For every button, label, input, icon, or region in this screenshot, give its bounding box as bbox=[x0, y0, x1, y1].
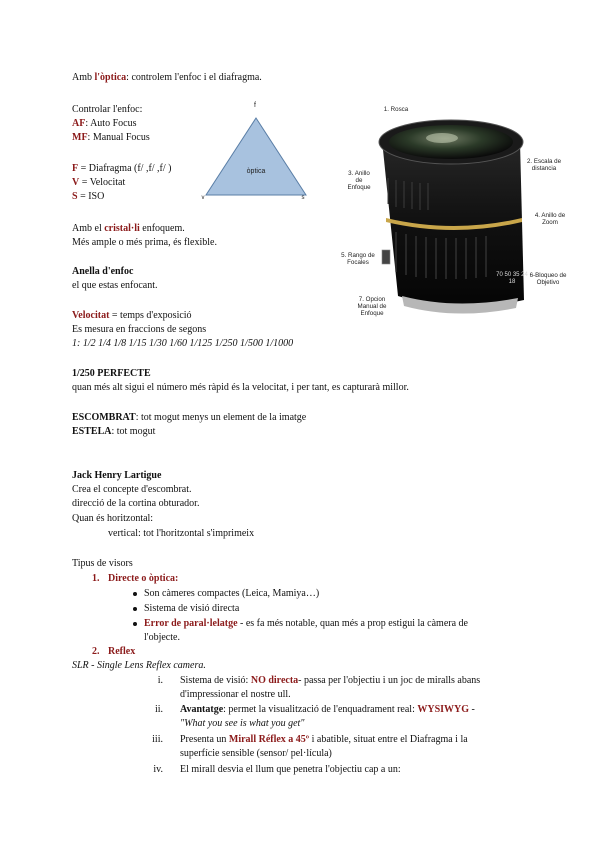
s-key: S bbox=[72, 191, 78, 202]
reflex-item-1-cont: d'impressionar el nostre ull. bbox=[180, 689, 291, 700]
item2-number: 2. bbox=[92, 646, 100, 657]
intro-line bbox=[72, 72, 262, 84]
item1-label: Directe o òptica: bbox=[108, 573, 179, 584]
item1-number: 1. bbox=[92, 573, 100, 584]
visors-title: Tipus de visors bbox=[72, 558, 133, 569]
bullet-dot bbox=[133, 607, 137, 611]
r2-dash: - bbox=[469, 704, 475, 715]
lartigue-l1: Crea el concepte d'escombrat. bbox=[72, 484, 192, 495]
s-val: = ISO bbox=[77, 191, 105, 202]
mf-val: : Manual Focus bbox=[87, 132, 150, 143]
escombrat-val: : tot mogut menys un element de la imatge bbox=[135, 412, 307, 423]
avantatge-term: Avantatge bbox=[180, 704, 224, 715]
af-key: AF bbox=[72, 118, 86, 129]
optica-term: l'òptica bbox=[94, 72, 127, 83]
reflex-item-3 bbox=[180, 734, 468, 746]
item2-label: Reflex bbox=[108, 646, 136, 657]
lens-diagram bbox=[336, 100, 586, 330]
roman-1: i. bbox=[157, 675, 163, 686]
cristall-line bbox=[72, 223, 185, 235]
estela-line bbox=[72, 426, 155, 438]
r3-post: i abatible, situat entre el Diafragma i la bbox=[309, 734, 468, 745]
cristall-post: enfoquem. bbox=[139, 223, 185, 234]
lens-label-4: 4. Anillo de Zoom bbox=[534, 212, 566, 226]
slr-line: SLR - Single Lens Reflex camera. bbox=[72, 660, 206, 671]
escombrat-key: ESCOMBRAT bbox=[72, 412, 136, 423]
v-line bbox=[72, 177, 125, 189]
anella-title: Anella d'enfoc bbox=[72, 266, 134, 277]
lens-label-6: 6-Bloqueo de Objetivo bbox=[529, 272, 567, 286]
lartigue-l3: Quan és horitzontal: bbox=[72, 513, 154, 524]
triangle-top-label: f bbox=[254, 102, 256, 109]
triangle-svg bbox=[196, 100, 316, 210]
r1-pre: Sistema de visió: bbox=[180, 675, 251, 686]
f-val: = Diafragma (f/ ,f/ ,f/ ) bbox=[78, 163, 172, 174]
lartigue-l2: direcció de la cortina obturador. bbox=[72, 498, 200, 509]
lartigue-l4: vertical: tot l'horitzontal s'imprimeix bbox=[108, 528, 255, 539]
wysiwyg-term: WYSIWYG bbox=[417, 704, 470, 715]
bullet-3-text: - es fa més notable, quan més a prop estigui la càmera de bbox=[237, 618, 468, 629]
lens-label-1: 1. Rosca bbox=[383, 106, 409, 113]
triangle-center-label: òptica bbox=[246, 168, 266, 175]
bullet-dot bbox=[133, 622, 137, 626]
no-directa-term: NO directa bbox=[250, 675, 299, 686]
f-key: F bbox=[72, 163, 79, 174]
bullet-1: Son càmeres compactes (Leica, Mamiya…) bbox=[144, 588, 320, 599]
triangle-shape bbox=[206, 118, 306, 195]
perfecte-title: 1/250 PERFECTE bbox=[72, 368, 151, 379]
intro-post: : controlem l'enfoc i el diafragma. bbox=[126, 72, 262, 83]
perfecte-text: quan més alt sigui el número més ràpid és la velocitat, i per tant, es capturarà millor. bbox=[72, 382, 409, 393]
lens-label-3: 3. Anillo de Enfoque bbox=[347, 170, 371, 191]
lartigue-title: Jack Henry Lartigue bbox=[72, 470, 162, 481]
bullet-2: Sistema de visió directa bbox=[144, 603, 240, 614]
estela-val: : tot mogut bbox=[111, 426, 156, 437]
mirall-term: Mirall Réflex a 45º bbox=[228, 734, 310, 745]
cristall-line2: Més ample o més prima, és flexible. bbox=[72, 237, 217, 248]
velocitat-line2: Es mesura en fraccions de segons bbox=[72, 324, 207, 335]
bullet-dot bbox=[133, 592, 137, 596]
v-val: = Velocitat bbox=[79, 177, 126, 188]
bullet-3-cont: l'objecte. bbox=[144, 632, 180, 643]
f-line bbox=[72, 163, 172, 175]
cristall-term: cristal·li bbox=[104, 223, 140, 234]
r1-post: - passa per l'objectiu i un joc de miralls abans bbox=[298, 675, 481, 686]
exposure-triangle bbox=[196, 100, 316, 210]
reflex-item-2-cont: "What you see is what you get" bbox=[180, 718, 305, 729]
r3-pre: Presenta un bbox=[180, 734, 229, 745]
velocitat-line bbox=[72, 310, 192, 322]
s-line bbox=[72, 191, 104, 203]
escombrat-line bbox=[72, 412, 306, 424]
v-key: V bbox=[72, 177, 80, 188]
mf-line bbox=[72, 132, 150, 144]
triangle-left-label: v bbox=[201, 195, 205, 201]
reflex-item-4: El mirall desvia el llum que penetra l'objectiu cap a un: bbox=[180, 764, 401, 775]
lens-label-7: 7. Opcion Manual de Enfoque bbox=[357, 296, 387, 317]
anella-text: el que estas enfocant. bbox=[72, 280, 158, 291]
velocitat-key: Velocitat bbox=[72, 310, 110, 321]
intro-pre: Amb bbox=[72, 72, 95, 83]
estela-key: ESTELA bbox=[72, 426, 112, 437]
af-line bbox=[72, 118, 136, 130]
enfoc-title: Controlar l'enfoc: bbox=[72, 104, 143, 115]
lens-label-5: 5. Rango de Focales bbox=[341, 252, 375, 266]
lens-label-2: 2. Escala de distancia bbox=[526, 158, 562, 172]
velocitat-val: = temps d'exposició bbox=[109, 310, 192, 321]
mf-key: MF bbox=[72, 132, 88, 143]
roman-4: iv. bbox=[153, 764, 163, 775]
bullet-3 bbox=[144, 618, 468, 630]
focal-scale: 70 50 35 24 18 bbox=[496, 272, 528, 285]
af-val: : Auto Focus bbox=[85, 118, 137, 129]
triangle-right-label: s bbox=[301, 195, 305, 201]
reflex-item-1 bbox=[180, 675, 480, 687]
roman-2: ii. bbox=[154, 704, 163, 715]
r2-mid: : permet la visualització de l'enquadrament real: bbox=[223, 704, 418, 715]
reflex-item-2 bbox=[180, 704, 475, 716]
paralelatge-term: Error de paral·lelatge bbox=[144, 618, 238, 629]
velocitat-series: 1: 1/2 1/4 1/8 1/15 1/30 1/60 1/125 1/250 1/500 1/1000 bbox=[72, 338, 294, 349]
reflex-item-3-cont: superfície sensible (sensor/ pel·lícula) bbox=[180, 748, 332, 759]
roman-3: iii. bbox=[152, 734, 163, 745]
cristall-pre: Amb el bbox=[72, 223, 105, 234]
